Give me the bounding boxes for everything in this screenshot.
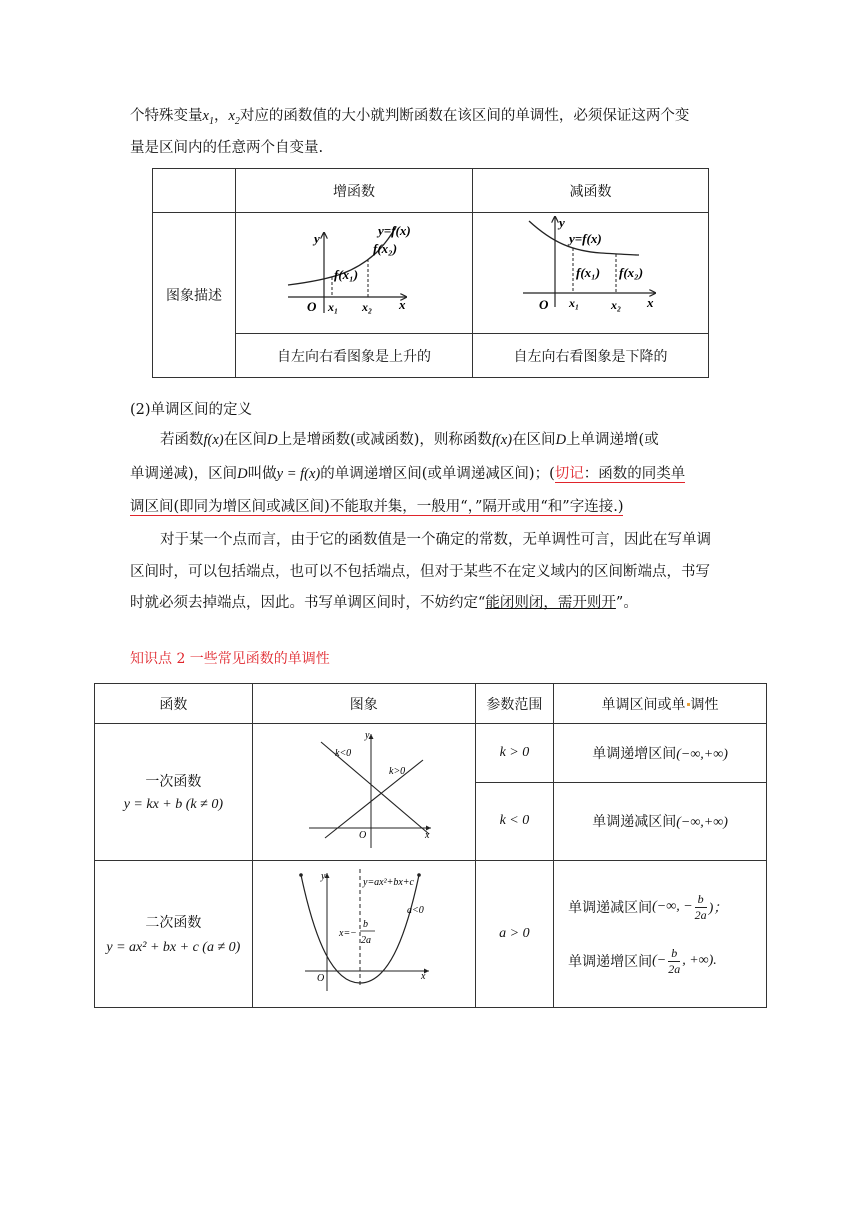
endpoint-para-2: 区间时，可以包括端点，也可以不包括端点，但对于某些不在定义域内的区间断端点，书写 <box>130 564 710 580</box>
inc-y-label: y <box>314 231 320 246</box>
inc-x1-label: x₁ <box>328 300 339 314</box>
lin-kneg-label: k<0 <box>334 748 351 759</box>
quad-axis-2a: 2a <box>360 935 371 946</box>
comma: ， <box>213 108 229 124</box>
dec-fx2-label: f(x₂) <box>619 265 644 280</box>
decreasing-graph-cell <box>473 213 709 334</box>
dec-fn-label: y=f(x) <box>569 231 602 246</box>
orange-dot <box>687 703 690 706</box>
quad-eq-label: y=ax²+bx+c <box>362 877 414 888</box>
intro-line-1 <box>130 102 740 136</box>
intro-line-2: 量是区间内的任意两个自变量. <box>130 140 324 156</box>
quad-x-label: x <box>420 971 426 982</box>
dec-x-label: x <box>647 295 654 310</box>
lin-kpos-label: k>0 <box>388 766 405 777</box>
linear-function-cell <box>95 724 253 861</box>
dec-x1-label: x₁ <box>569 296 580 310</box>
quadratic-mono-inc: 单调递增区间 (− $\frac{b}{2a}$ , +∞). <box>568 945 717 976</box>
decreasing-function-graph <box>473 213 708 329</box>
dec-x2-label: x₂ <box>611 298 622 312</box>
inc-fx2-label: f(x₂) <box>373 241 398 256</box>
definition-line-2: 单调递减)，区间D叫做y = f(x)的单调递增区间(或单调递减区间)；(切记：函数的同类单 <box>130 466 686 482</box>
row-label-graph: 图象描述 <box>153 213 236 378</box>
header-function: 函数 <box>95 684 253 724</box>
decreasing-description: 自左向右看图象是下降的 <box>473 334 709 378</box>
quadratic-mono-dec: 单调递减区间 (−∞, − $\frac{b}{2a}$ )； <box>568 891 728 922</box>
definition-line-1: 若函数f(x)在区间D上是增函数(或减函数)，则称函数f(x)在区间D上单调递增(或 <box>160 432 659 448</box>
monotonicity-table <box>152 168 709 378</box>
linear-formula: y = kx + b (k ≠ 0) <box>123 797 223 812</box>
common-functions-table <box>94 683 767 1008</box>
dec-fx1-label: f(x₁) <box>576 265 601 280</box>
linear-mono-inc: 单调递增区间(−∞,+∞) <box>554 724 767 783</box>
quad-origin: O <box>316 973 324 984</box>
quad-axis-lhs: x=− <box>338 928 357 939</box>
endpoint-para-1: 对于某一个点而言，由于它的函数值是一个确定的常数，无单调性可言，因此在写单调 <box>160 532 711 548</box>
linear-function-graph <box>253 724 475 856</box>
header-graph: 图象 <box>252 684 475 724</box>
lin-origin: O <box>358 830 366 841</box>
linear-mono-dec: 单调递减区间(−∞,+∞) <box>554 782 767 860</box>
inc-fx1-label: f(x₁) <box>334 267 359 282</box>
linear-param-neg: k < 0 <box>475 782 553 860</box>
intro-text-2: 对应的函数值的大小就判断函数在该区间的单调性，必须保证这两个变 <box>239 108 690 124</box>
linear-name: 一次函数 <box>145 774 202 790</box>
quadratic-function-cell <box>95 861 253 1008</box>
linear-param-pos: k > 0 <box>475 724 553 783</box>
header-param: 参数范围 <box>475 684 553 724</box>
quad-axis-b: b <box>362 919 368 930</box>
var-x1: $x_1$ <box>202 108 214 127</box>
endpoint-para-3: 时就必须去掉端点，因此。书写单调区间时，不妨约定“能闭则闭，需开则开”。 <box>130 595 638 611</box>
var-x2: $x_2$ <box>228 108 240 127</box>
dec-y-label: y <box>559 215 565 230</box>
increasing-description: 自左向右看图象是上升的 <box>236 334 473 378</box>
inc-origin: O <box>307 299 317 314</box>
header-increasing: 增函数 <box>236 169 473 213</box>
quadratic-param: a > 0 <box>475 861 553 1008</box>
quadratic-mono-cell <box>554 861 767 1008</box>
caution-label: 切记 <box>554 466 584 482</box>
quad-y-label: y <box>320 871 326 882</box>
quadratic-graph-cell <box>252 861 475 1008</box>
increasing-function-graph <box>236 213 472 329</box>
knowledge-point-title: 知识点 2 一些常见函数的单调性 <box>130 651 330 667</box>
convention-text: 能闭则闭，需开则开 <box>485 595 616 611</box>
table1-corner <box>153 169 236 213</box>
quadratic-function-graph <box>253 861 475 1003</box>
inc-x2-label: x₂ <box>362 300 373 314</box>
increasing-graph-cell <box>236 213 473 334</box>
linear-graph-cell <box>252 724 475 861</box>
inc-x-label: x <box>399 297 406 312</box>
inc-fn-label: y=f(x) <box>378 223 411 238</box>
quadratic-name: 二次函数 <box>145 915 202 931</box>
lin-y-label: y <box>364 730 370 741</box>
definition-line-3: 调区间(即同为增区间或减区间)不能取并集，一般用“，”隔开或用“和”字连接.) <box>130 499 624 515</box>
quadratic-formula: y = ax² + bx + c (a ≠ 0) <box>106 940 241 955</box>
section-heading: (2)单调区间的定义 <box>130 402 253 418</box>
quad-a-label: a<0 <box>406 905 424 916</box>
lin-x-label: x <box>424 830 430 841</box>
header-decreasing: 减函数 <box>473 169 709 213</box>
intro-text: 个特殊变量 <box>130 108 203 124</box>
dec-origin: O <box>539 297 549 312</box>
header-monotonicity: 单调区间或单 调性 <box>554 684 767 724</box>
